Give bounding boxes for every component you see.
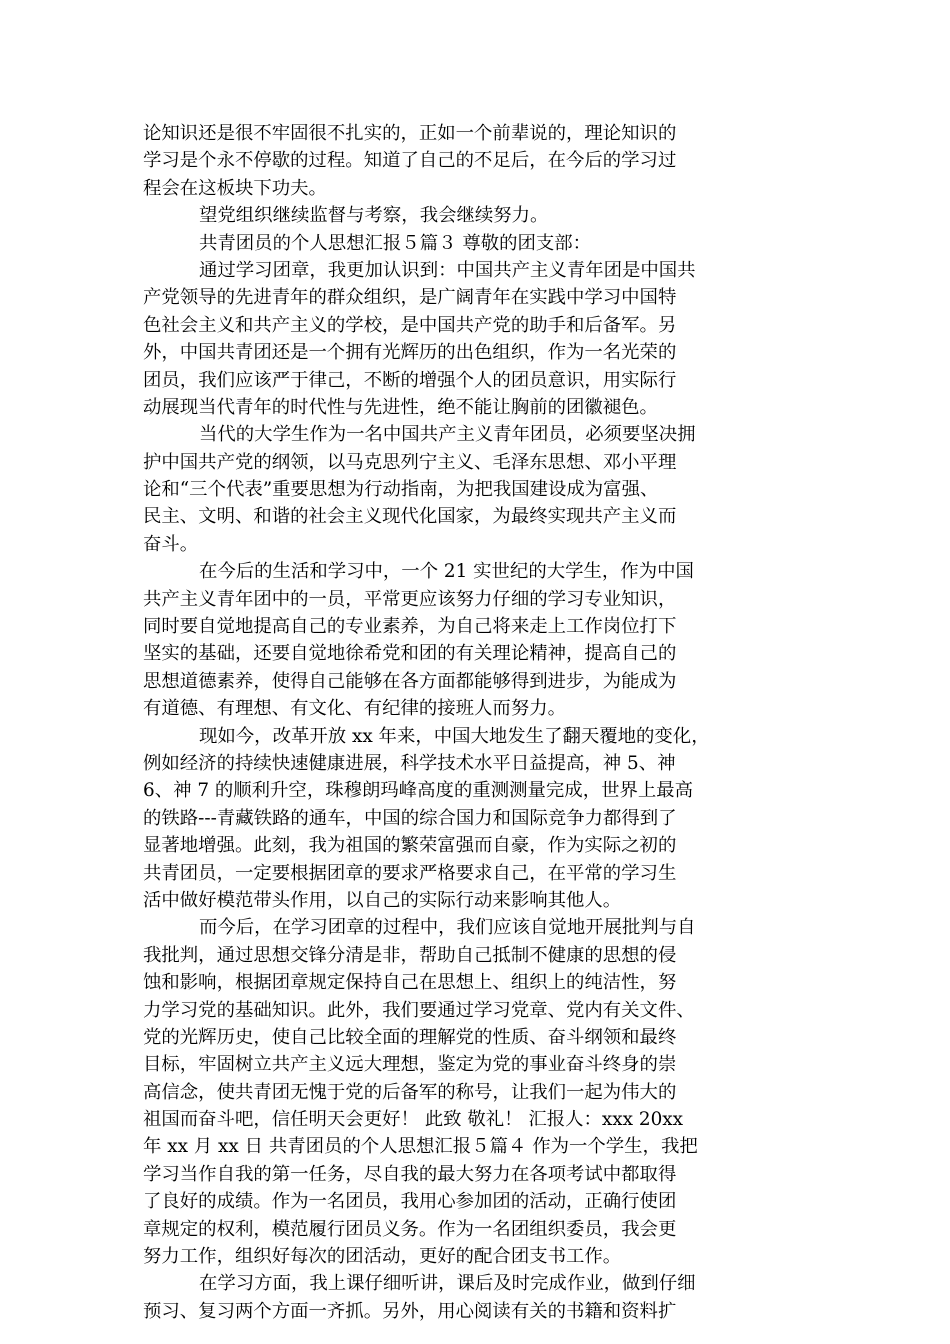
text-line: 高信念，使共青团无愧于党的后备军的称号，让我们一起为伟大的: [143, 1081, 677, 1103]
text-line: 6、神 7 的顺利升空，珠穆朗玛峰高度的重测测量完成，世界上最高: [143, 780, 694, 802]
text-line: 在今后的生活和学习中，一个 21 实世纪的大学生，作为中国: [199, 561, 694, 583]
document-page: [143, 120, 823, 1325]
text-line: 而今后，在学习团章的过程中，我们应该自觉地开展批判与自: [199, 917, 696, 939]
text-line: 当代的大学生作为一名中国共产主义青年团员，必须要坚决拥: [199, 424, 696, 446]
text-line: 在学习方面，我上课仔细听讲，课后及时完成作业，做到仔细: [199, 1273, 696, 1295]
text-line: 护中国共产党的纲领，以马克思列宁主义、毛泽东思想、邓小平理: [143, 451, 677, 473]
text-line: 团员，我们应该严于律己，不断的增强个人的团员意识，用实际行: [143, 369, 677, 391]
text-line: 蚀和影响，根据团章规定保持自己在思想上、组织上的纯洁性，努: [143, 972, 677, 994]
text-line: 产党领导的先进青年的群众组织，是广阔青年在实践中学习中国特: [143, 287, 677, 309]
text-line: 外，中国共青团还是一个拥有光辉历的出色组织，作为一名光荣的: [143, 342, 677, 364]
text-line: 活中做好模范带头作用，以自己的实际行动来影响其他人。: [143, 889, 622, 911]
text-line: 现如今，改革开放 xx 年来，中国大地发生了翻天覆地的变化，: [199, 725, 710, 747]
text-line: 共产主义青年团中的一员，平常更应该努力仔细的学习专业知识，: [143, 588, 677, 610]
text-line: 学习是个永不停歇的过程。知道了自己的不足后，在今后的学习过: [143, 150, 677, 172]
text-line: 同时要自觉地提高自己的专业素养，为自己将来走上工作岗位打下: [143, 616, 677, 638]
text-line: 坚实的基础，还要自觉地徐希党和团的有关理论精神，提高自己的: [143, 643, 677, 665]
text-line: 色社会主义和共产主义的学校，是中国共产党的助手和后备军。另: [143, 314, 677, 336]
text-line: 祖国而奋斗吧，信任明天会更好！ 此致 敬礼！ 汇报人：xxx 20xx: [143, 1109, 684, 1131]
text-line: 学习当作自我的第一任务，尽自我的最大努力在各项考试中都取得: [143, 1163, 677, 1185]
text-line: 的铁路---青藏铁路的通车，中国的综合国力和国际竞争力都得到了: [143, 807, 677, 829]
text-line: 年 xx 月 xx 日 共青团员的个人思想汇报５篇４ 作为一个学生，我把: [143, 1136, 698, 1158]
text-line: 共青团员，一定要根据团章的要求严格要求自己，在平常的学习生: [143, 862, 677, 884]
text-line: 有道德、有理想、有文化、有纪律的接班人而努力。: [143, 698, 566, 720]
text-line: 显著地增强。此刻，我为祖国的繁荣富强而自豪，作为实际之初的: [143, 835, 677, 857]
text-line: 预习、复习两个方面一齐抓。另外，用心阅读有关的书籍和资料扩: [143, 1300, 677, 1322]
text-line: 章规定的权利，模范履行团员义务。作为一名团组织委员，我会更: [143, 1218, 677, 1240]
text-line: 努力工作，组织好每次的团活动，更好的配合团支书工作。: [143, 1246, 622, 1268]
text-line: 思想道德素养，使得自己能够在各方面都能够得到进步，为能成为: [143, 670, 677, 692]
text-line: 通过学习团章，我更加认识到：中国共产主义青年团是中国共: [199, 259, 696, 281]
text-line: 论和“三个代表”重要思想为行动指南，为把我国建设成为富强、: [143, 479, 659, 501]
text-line: 力学习党的基础知识。此外，我们要通过学习党章、党内有关文件、: [143, 999, 695, 1021]
text-line: 动展现当代青年的时代性与先进性，绝不能让胸前的团徽褪色。: [143, 396, 658, 418]
text-line: 目标，牢固树立共产主义远大理想，鉴定为党的事业奋斗终身的崇: [143, 1054, 677, 1076]
text-line: 党的光辉历史，使自己比较全面的理解党的性质、奋斗纲领和最终: [143, 1026, 677, 1048]
text-line: 民主、文明、和谐的社会主义现代化国家，为最终实现共产主义而: [143, 506, 677, 528]
text-line: 共青团员的个人思想汇报５篇３ 尊敬的团支部：: [199, 232, 592, 254]
text-line: 我批判，通过思想交锋分清是非，帮助自己抵制不健康的思想的侵: [143, 944, 677, 966]
text-line: 例如经济的持续快速健康进展，科学技术水平日益提高，神 5、神: [143, 752, 676, 774]
text-line: 望党组织继续监督与考察，我会继续努力。: [199, 205, 549, 227]
text-line: 奋斗。: [143, 533, 199, 555]
text-line: 论知识还是很不牢固很不扎实的，正如一个前辈说的，理论知识的: [143, 123, 677, 144]
text-line: 程会在这板块下功夫。: [143, 177, 327, 199]
text-line: 了良好的成绩。作为一名团员，我用心参加团的活动，正确行使团: [143, 1191, 677, 1213]
